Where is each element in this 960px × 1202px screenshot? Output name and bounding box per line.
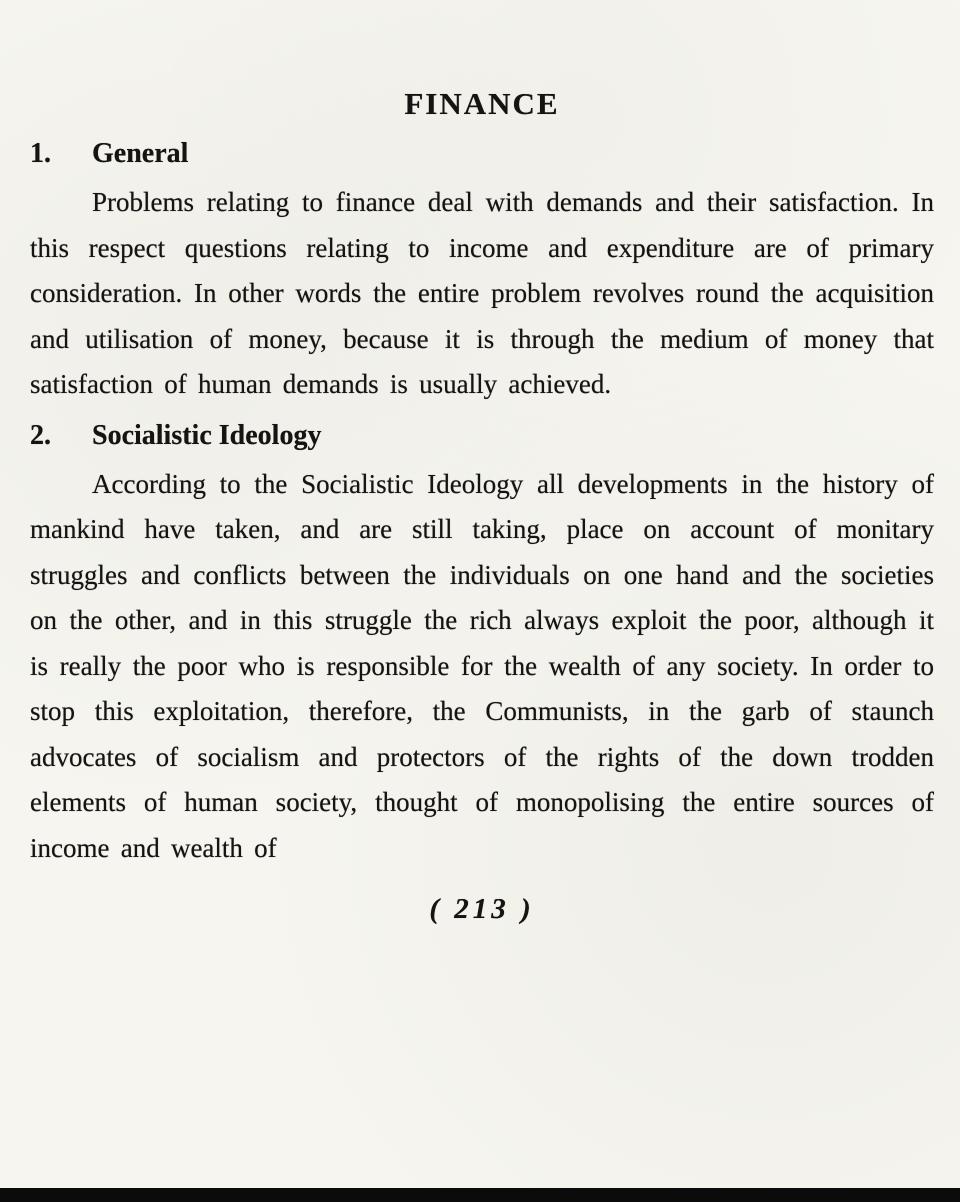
section-number: 1.	[30, 138, 51, 169]
section-heading-label: General	[92, 138, 189, 169]
section-heading-general	[30, 138, 934, 170]
section-number: 2.	[30, 419, 51, 451]
section-heading-label: Socialistic Ideology	[92, 419, 322, 451]
page-number: ( 213 )	[429, 893, 535, 925]
paragraph-socialistic-ideology: According to the Socialistic Ideology all developments in the history of mankind have taken, and are still taking, place on account of monitary struggles and conflicts between the individuals on one hand and the societies on the other, and in this struggle the rich always exploit the poor, although it is really the poor who is responsible for the wealth of any society. In order to stop this exploitation, therefore, the Communists, in the garb of staunch advocates of socialism and protectors of the rights of the down trodden elements of human society, thought of monopolising the entire sources of income and wealth of	[30, 468, 934, 863]
scan-edge-artifact	[0, 1188, 960, 1202]
page-title: FINANCE	[404, 86, 560, 121]
paragraph-general: Problems relating to finance deal with demands and their satisfaction. In this respect questions relating to income and expenditure are of primary consideration. In other words the entire problem revolves round the acquisition and utilisation of money, because it is through the medium of money that satisfaction of human demands is usually achieved.	[30, 187, 934, 399]
section-heading-socialistic-ideology	[30, 420, 934, 452]
